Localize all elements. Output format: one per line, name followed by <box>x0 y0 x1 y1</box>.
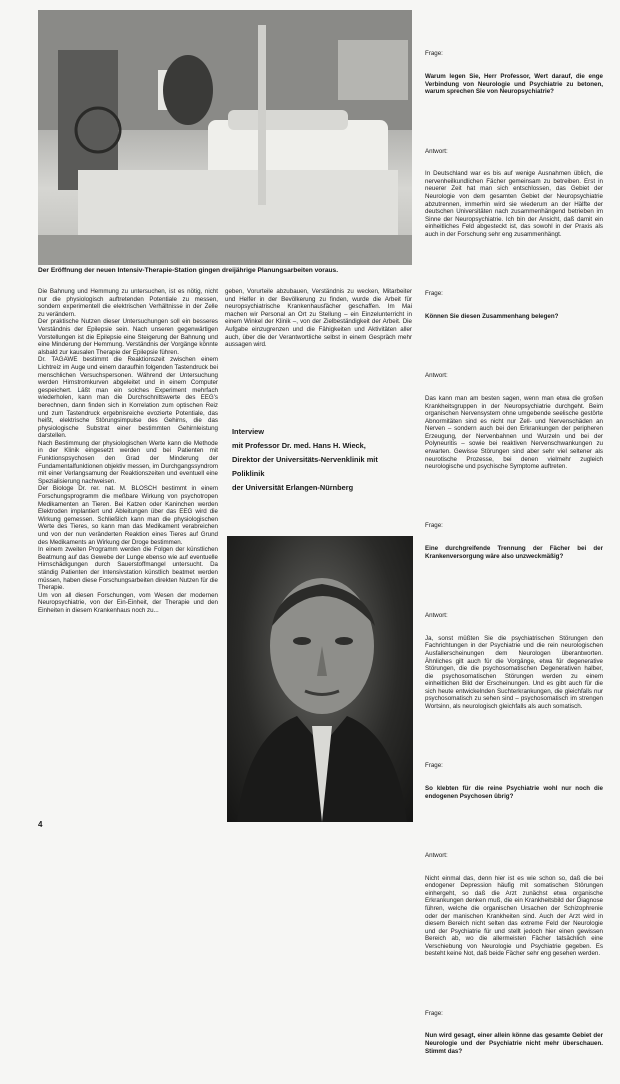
interview-line: Poliklinik <box>232 469 265 478</box>
interview-line: mit Professor Dr. med. Hans H. Wieck, <box>232 441 366 450</box>
qa-text: So klebten für die reine Psychiatrie wohl nur noch die endogenen Psychosen übrig? <box>425 785 605 800</box>
qa-block <box>425 507 603 575</box>
qa-label: Frage: <box>425 1009 443 1017</box>
qa-text: Nun wird gesagt, einer allein könne das gesamte Gebiet der Neurologie und der Psychiatrie nicht mehr überschauen. Stimmt das? <box>425 1032 605 1055</box>
qa-label: Antwort: <box>425 372 448 380</box>
photo-illustration <box>38 10 412 265</box>
qa-block <box>425 35 603 111</box>
portrait-illustration <box>227 536 413 822</box>
qa-text: Das kann man am besten sagen, wenn man etwa die großen Krankheitsgruppen in der Neuropsychiatrie durchgeht. Beim organischen Nervensystem ohne umgebende seelische gestörte Abnormitäten sind es nicht nur Zell- und Nervenschäden an Nerven – sondern auch bei den Erkrankungen der peripheren Erzeugung, der Nervenbahnen und Wurzeln und bei der Polyneuritis – sowie bei reaktiven Nervenschwankungen zu erwarten. Gewisse Störungen sind aber sehr viel seltener als neurotische Prozesse, bei denen vielmehr zugleich neurologische und psychische Symptome auftreten. <box>425 394 605 471</box>
qa-text: Können Sie diesen Zusammenhang belegen? <box>425 312 559 320</box>
qa-block <box>425 994 603 1070</box>
article-column-1: Die Bahnung und Hemmung zu untersuchen, ist es nötig, nicht nur die physiologisch auftretenden Potentiale zu messen, sondern experimentell die elektrischen Verhältnisse in der Zelle zu verändern. Der praktische Nutzen dieser Untersuchungen soll ein besseres Verständnis der Epilepsie sein. Nach unseren gegenwärtigen Vorstellungen ist die Epilepsie eine Steigerung der Bahnung und eine Minderung der Hemmung. Verständnis der Vorgänge könnte alsbald zur kausalen Therapie der Epilepsie führen. Dr. TAGAWE bestimmt die Reaktionszeit zwischen einem Lichtreiz im Auge und einem daraufhin folgenden Tastendruck bei menschlichen Versuchspersonen. Während der Untersuchung werden Hirnstromkurven abgeleitet und in einem Computer gespeichert. Läßt man ein solches Experiment mehrfach wiederholen, kann man die Durchschnittswerte des EEG's berechnen, dann finden sich in Korrelation zum optischen Reiz und zum Tastendruck ergebnisreiche evozierte Potentiale, das heißt, elektrische Störungsimpulse des Gehirns, die das physiologische Substrat einer bestimmten Gehirnleistung darstellen. Nach Bestimmung der physiologischen Werte kann die Methode in der Klinik eingesetzt werden und bei Patienten mit Funktionspsychosen den Grad der Minderung der Fundamentalfunktionen objektiv messen, im Durchgangssyndrom mit einer Verlangsamung der Reaktionszeiten und eventuell eine Spezialisierung nachweisen. Der Biologe Dr. rer. nat. M. BLOSCH bestimmt in einem Forschungsprogramm die meßbare Wirkung von psychotropen Medikamenten an Tieren. Bei Katzen oder Kaninchen werden Elektroden implantiert und Ableitungen über das EEG wird die Wirkung gemessen. Schließlich kann man die physiologischen Werte des Tieres, so kann man das Medikament verabreichen und von der nun veränderten Reaktion eines Tieres auf Grund des Medikaments an Wirkung der Droge bestimmen. In einem zweiten Programm werden die Folgen der künstlichen Beatmung auf das Gewebe der Lunge ebenso wie auf eventuelle Hirnschädigungen durch Sauerstoffmangel untersucht. Da ständig Patienten der Intensivstation künstlich beatmet werden müssen, haben diese Forschungsarbeiten direkten Nutzen für die Therapie. Um von all diesen Forschungen, vom Wesen der modernen Neuropsychiatrie, von der Ein-Einheit, der Therapie und den Einheiten in diesem Krankenhaus noch zu... <box>38 288 218 614</box>
qa-label: Frage: <box>425 50 443 58</box>
interview-line: Direktor der Universitäts-Nervenklinik mit <box>232 455 378 464</box>
professor-portrait <box>227 536 413 822</box>
intensive-care-photo <box>38 10 412 265</box>
qa-label: Frage: <box>425 290 443 298</box>
photo-caption: Der Eröffnung der neuen Intensiv-Therapie-Station gingen dreijährige Planungsarbeiten voraus. <box>38 267 339 274</box>
qa-label: Antwort: <box>425 611 448 619</box>
interview-line: Interview <box>232 427 265 436</box>
qa-label: Frage: <box>425 762 443 770</box>
qa-block <box>425 357 603 486</box>
qa-block <box>425 275 603 336</box>
qa-text: In Deutschland war es bis auf wenige Ausnahmen üblich, die nervenheilkundlichen Fächer gemeinsam zu betreiben. Erst in neuerer Zeit hat man sich entschlossen, das Gebiet der Neurologie von dem gesamten Gebiet der Neuropsychiatrie abzutrennen, immerhin wird sie wiederum an der Hälfte der deutschen Universitäten nach zusammenhängend betrieben im Sinne der Neuropsychiatrie. Ich bin der Ansicht, daß damit ein einheitliches Feld abgesteckt ist, das sowohl in der Praxis als auch in der Forschung sehr eng zusammenhängt. <box>425 170 605 239</box>
qa-text: Ja, sonst müßten Sie die psychiatrischen Störungen den Fachrichtungen in der Psychiatrie und die rein neurologischen Ausfallerscheinungen dem Neurologen überantworten. Ähnliches gilt auch für die Vorgänge, etwa für degenerative Störungen, die die psychosomatischen Degenerativen halber, die psychosomatischen Störungen werden zu einem einheitlichen Bild der Erscheinungen. Und es gibt auch für die sich heute entwickelnden Suchterkrankungen, die gleichfalls nur psychosomatisch zu sehen sind – psychosomatisch im strengen Wortsinn, als neurologisch gleichfalls als auch somatisch. <box>425 634 605 711</box>
qa-text: Nicht einmal das, denn hier ist es wie schon so, daß die bei endogener Depression häufig mit somatischen Störungen einhergeht, so daß die Arzt zunächst etwa organische Erkrankungen denken muß, die ein Krankheitsbild der Diagnose führen, welche die organischen Ursachen der Schizophrenie oder der manischen Krankheiten sind. Auch der Arzt wird in diesem Bereich nicht selten das extreme Feld der Neurologie und der Psychiatrie für und stellt jedoch hier einen gewissen Bereich ab, wo die allermeisten Fächer tatsächlich eine Verschiebung von Neurologie und Psychiatrie gegeben. Es besteht keine Not, daß beide Fächer sehr eng gesehen werden. <box>425 874 605 958</box>
page-number: 4 <box>38 820 43 829</box>
qa-label: Antwort: <box>425 851 448 859</box>
qa-block <box>425 132 603 254</box>
interview-line: der Universität Erlangen-Nürnberg <box>232 483 354 492</box>
article-column-2: geben, Vorurteile abzubauen, Verständnis zu wecken, Mitarbeiter und Helfer in der Bevölkerung zu finden, wurde die Arbeit für neuropsychiatrische Krankenhausfächer geschaffen. Im Mai machen wir Personal an Ort zu Stellung – ein Einzelunterricht in einem Winkel der Klinik –, von der Zielbeständigkeit der Arbeit. Die Aufgabe einzugrenzen und die Fähigkeiten und Aktivitäten aller auch, über die der Verantwortliche selbst in einem Gespräch mehr aussagen wird. <box>225 288 414 349</box>
qa-label: Frage: <box>425 522 443 530</box>
interview-heading <box>232 425 412 495</box>
qa-text: Eine durchgreifende Trennung der Fächer bei der Krankenversorgung wäre also unzweckmäßig? <box>425 545 605 560</box>
qa-label: Antwort: <box>425 147 448 155</box>
qa-block <box>425 837 603 974</box>
qa-block <box>425 747 603 815</box>
qa-text: Warum legen Sie, Herr Professor, Wert darauf, die enge Verbindung von Neurologie und Psychiatrie zu betonen, warum sprechen Sie von Neuropsychiatrie? <box>425 73 605 96</box>
interview-column <box>425 20 605 1055</box>
qa-block <box>425 597 603 726</box>
